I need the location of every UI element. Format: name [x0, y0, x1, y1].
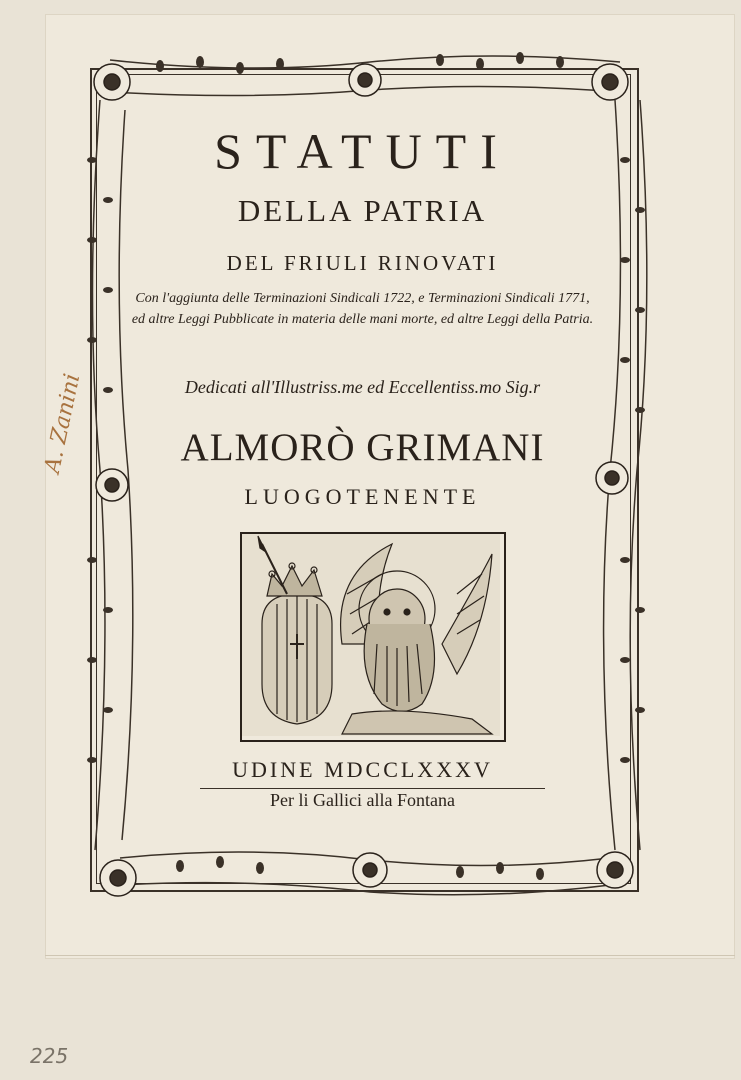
pencil-shelfmark: 225: [30, 1044, 69, 1068]
subtitle-text: Con l'aggiunta delle Terminazioni Sindicali 1722, e Terminazioni Sindicali 1771, ed altre Leggi Pubblicate in materia delle mani morte, ed altre Leggi della Patria.: [131, 291, 594, 327]
dedication-text: Dedicati all'Illustriss.me ed Eccellentiss.mo Sig.r: [184, 377, 541, 397]
title-line-3: DEL FRIULI RINOVATI: [226, 251, 499, 275]
imprint-printer: Per li Gallici alla Fontana: [270, 790, 455, 810]
title-line-1: STATUTI: [214, 123, 511, 179]
imprint-rule: [200, 788, 545, 789]
dedicatee-title: LUOGOTENENTE: [244, 484, 481, 509]
title-line-2: DELLA PATRIA: [237, 193, 488, 228]
handwritten-signature: A. Zanini: [40, 371, 86, 476]
dedicatee-name: ALMORÒ GRIMANI: [180, 426, 545, 469]
imprint-place: UDINE MDCCLXXXV: [232, 757, 493, 782]
lion-emblem-image: [240, 532, 506, 742]
winged-lion-icon: [242, 534, 500, 736]
